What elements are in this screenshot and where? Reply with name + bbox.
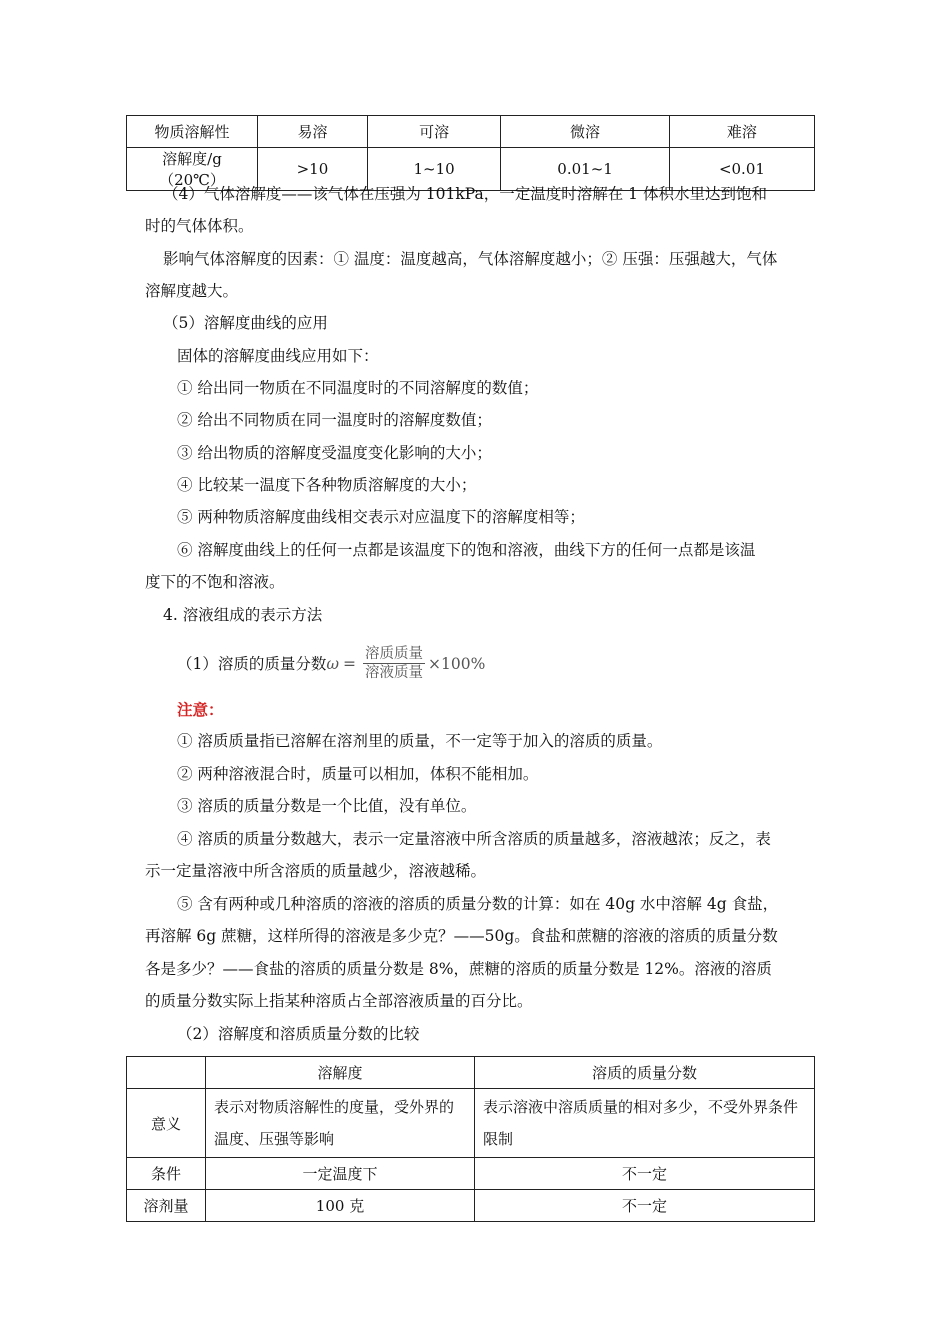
list-item: ③ 给出物质的溶解度受温度变化影响的大小； [177,444,492,462]
table-cell: 溶解度 [206,1057,475,1089]
table-cell: 溶质的质量分数 [475,1057,815,1089]
fraction-numerator: 溶质质量 [365,646,424,662]
table-cell: 表示对物质溶解性的度量，受外界的温度、压强等影响 [206,1089,475,1158]
note-item: ③ 溶质的质量分数是一个比值，没有单位。 [177,797,477,815]
table-cell: 条件 [127,1158,206,1190]
comparison-table [126,1056,815,1222]
note-item-continuation: 示一定量溶液中所含溶质的质量越少，溶液越稀。 [145,862,487,880]
note-item: ① 溶质质量指已溶解在溶剂里的质量，不一定等于加入的溶质的质量。 [177,732,663,750]
table-row [127,1158,815,1190]
note-label: 注意： [177,700,224,719]
section-heading: （2）溶解度和溶质质量分数的比较 [177,1025,420,1043]
table-cell: 不一定 [475,1190,815,1222]
table-cell: <0.01 [669,148,814,191]
table-cell: 一定温度下 [206,1158,475,1190]
paragraph-line: 影响气体溶解度的因素：① 温度：温度越高，气体溶解度越小；② 压强：压强越大，气体 [163,250,778,268]
note-item-continuation: 再溶解 6g 蔗糖，这样所得的溶液是多少克？——50g。食盐和蔗糖的溶液的溶质的质量分数 [145,927,778,945]
fraction [363,645,425,682]
table-cell [127,1057,206,1089]
paragraph-line: 溶解度越大。 [145,282,239,300]
note-item: ④ 溶质的质量分数越大，表示一定量溶液中所含溶质的质量越多，溶液越浓；反之，表 [177,830,771,848]
table-row [127,1057,815,1089]
note-item-continuation: 的质量分数实际上指某种溶质占全部溶液质量的百分比。 [145,992,533,1010]
note-item: ② 两种溶液混合时，质量可以相加，体积不能相加。 [177,765,539,783]
note-item: ⑤ 含有两种或几种溶质的溶液的溶质的质量分数的计算：如在 40g 水中溶解 4g 食盐， [177,895,779,913]
table-cell: 可溶 [367,116,500,148]
paragraph-line: （4）气体溶解度——该气体在压强为 101kPa，一定温度时溶解在 1 体积水里达到饱和 [163,185,767,203]
table-cell: 1~10 [367,148,500,191]
table-cell: 表示溶液中溶质质量的相对多少，不受外界条件限制 [475,1089,815,1158]
table-cell: 难溶 [669,116,814,148]
table-cell: 意义 [127,1089,206,1158]
formula-label: （1）溶质的质量分数 [177,654,327,673]
list-item-continuation: 度下的不饱和溶液。 [145,573,285,591]
fraction-denominator: 溶液质量 [365,665,424,681]
solubility-classification-table [126,115,815,191]
equals-sign: = [343,654,357,673]
formula-tail: ×100% [428,654,486,673]
note-item-continuation: 各是多少？——食盐的溶质的质量分数是 8%，蔗糖的溶质的质量分数是 12%。溶液的溶质 [145,960,772,978]
table-row [127,1089,815,1158]
list-item: ① 给出同一物质在不同温度时的不同溶解度的数值； [177,379,539,397]
omega-symbol: ω [326,654,340,673]
list-item: ⑥ 溶解度曲线上的任何一点都是该温度下的饱和溶液，曲线下方的任何一点都是该温 [177,541,756,559]
table-cell: >10 [258,148,368,191]
table-cell: 溶解度/g（20℃） [127,148,258,191]
table-row [127,1190,815,1222]
mass-fraction-formula-line [177,645,485,682]
list-item: ② 给出不同物质在同一温度时的溶解度数值； [177,411,492,429]
table-cell: 溶剂量 [127,1190,206,1222]
table-cell: 不一定 [475,1158,815,1190]
table-cell: 易溶 [258,116,368,148]
table-cell: 0.01~1 [501,148,670,191]
list-item: ④ 比较某一温度下各种物质溶解度的大小； [177,476,477,494]
section-heading: 4. 溶液组成的表示方法 [163,606,323,624]
table-cell: 100 克 [206,1190,475,1222]
table-cell: 微溶 [501,116,670,148]
section-heading: （5）溶解度曲线的应用 [163,314,328,332]
table-cell: 物质溶解性 [127,116,258,148]
paragraph-line: 固体的溶解度曲线应用如下： [177,347,379,365]
table-row [127,116,815,148]
paragraph-line: 时的气体体积。 [145,217,254,235]
list-item: ⑤ 两种物质溶解度曲线相交表示对应温度下的溶解度相等； [177,508,585,526]
